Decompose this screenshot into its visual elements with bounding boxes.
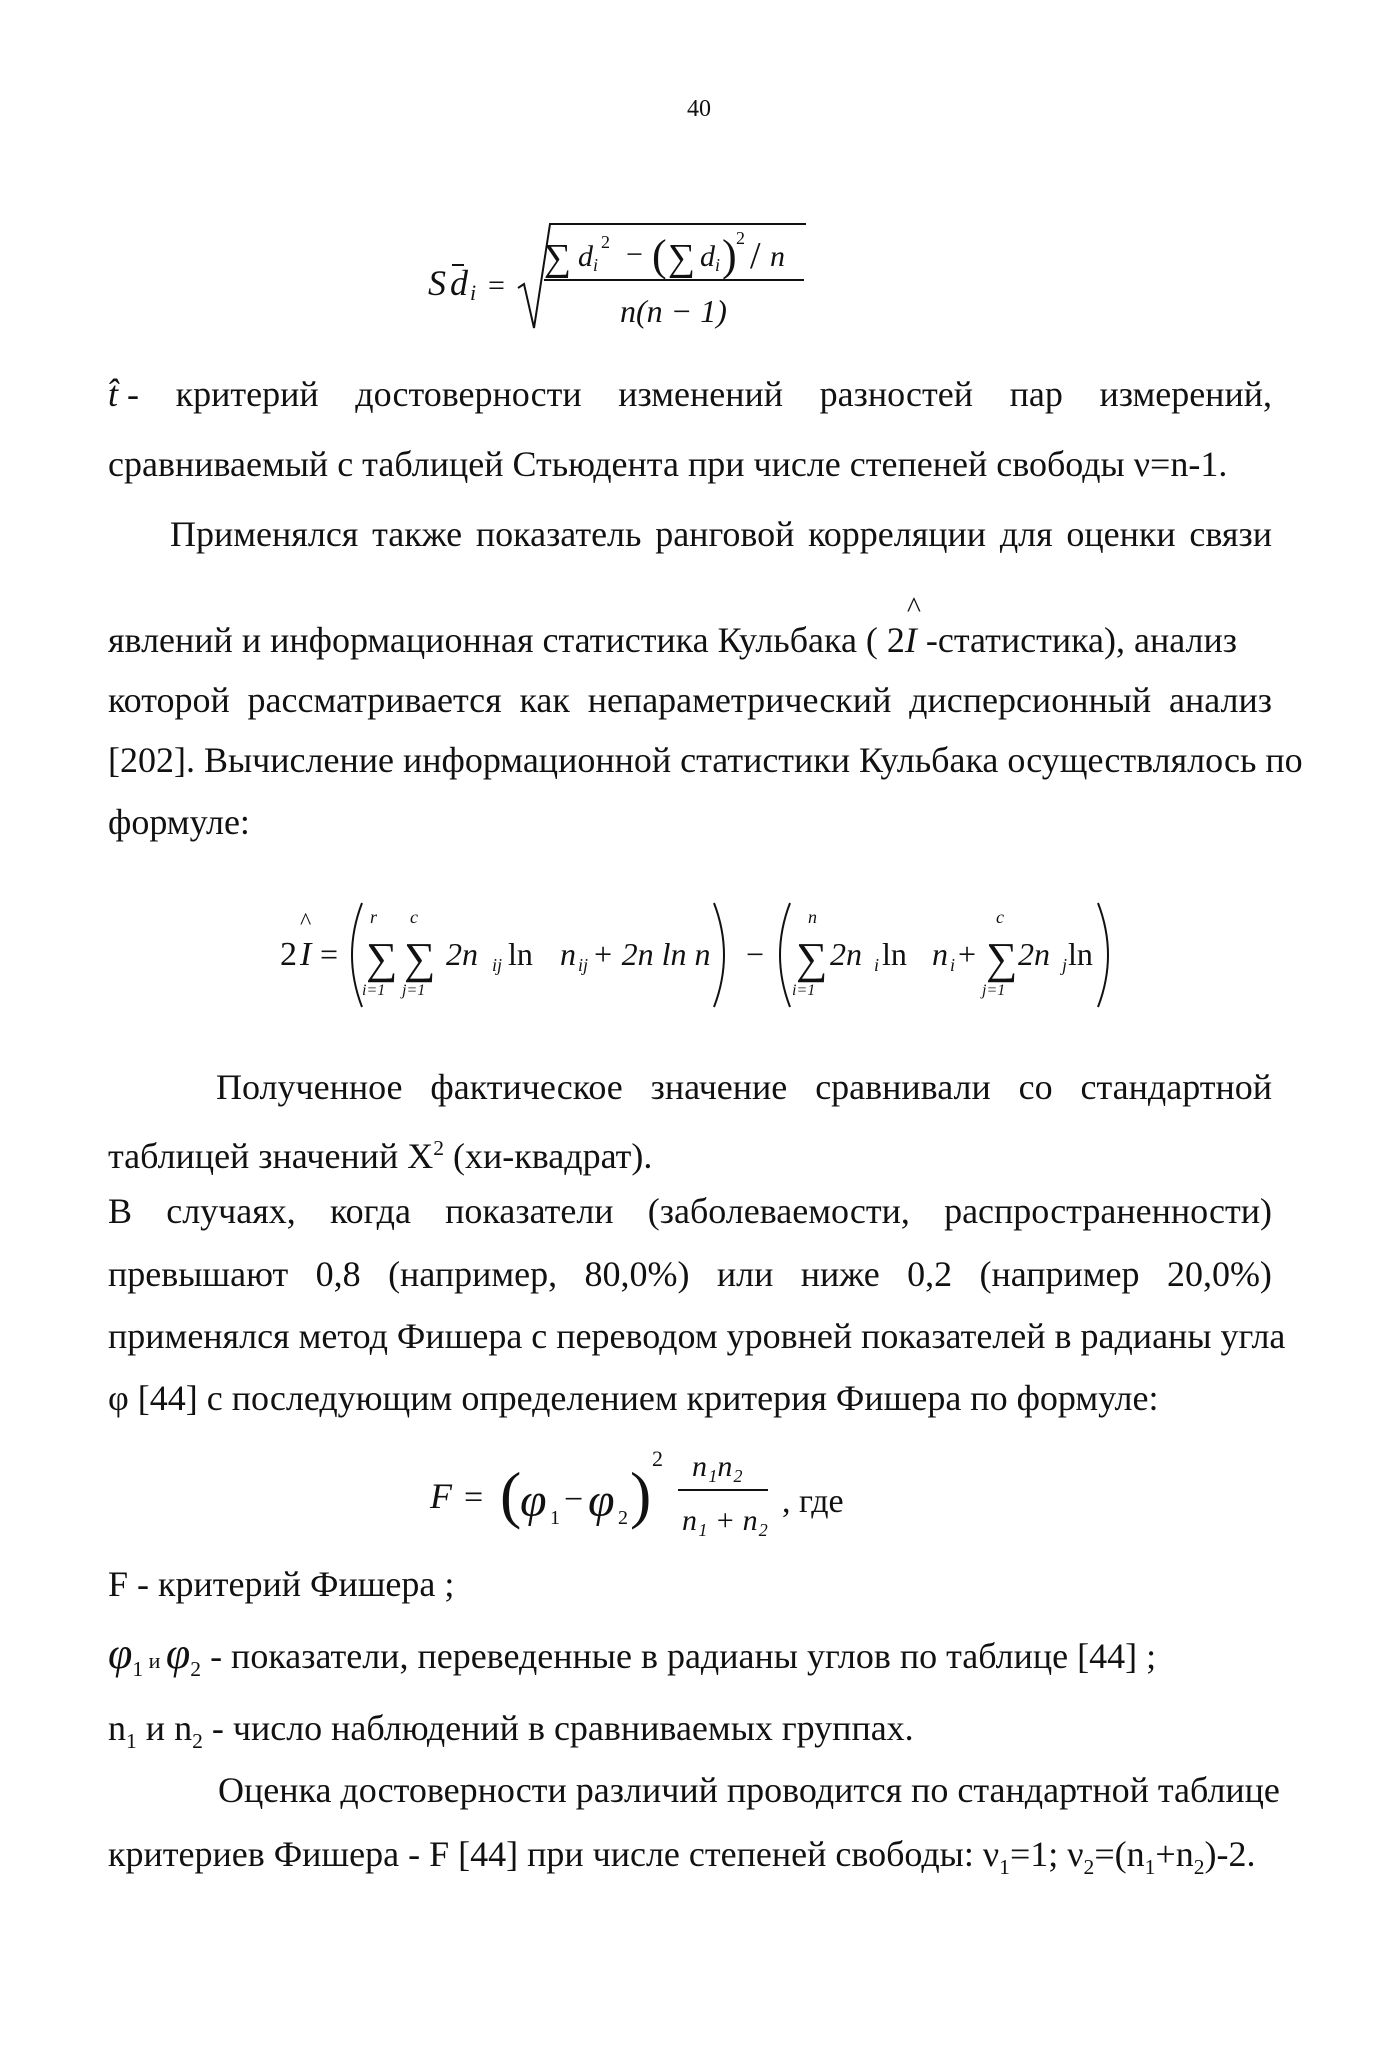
formula-k-n1: n: [560, 936, 576, 972]
formula-k-c: c: [410, 907, 418, 927]
para4-line1: В случаях, когда показатели (заболеваемости, распространенности): [108, 1191, 1272, 1231]
formula-f-eq: =: [464, 1479, 484, 1516]
formula-sd-d: d: [450, 263, 468, 303]
formula-f-sub1: 1: [550, 1507, 560, 1529]
formula-k-paren1-right: [714, 903, 724, 1007]
formula-k-term2: + 2n ln n: [592, 936, 711, 972]
formula-k-ij1: ij: [492, 955, 503, 975]
formula-fisher: [420, 1440, 900, 1560]
formula-k-sub-j1: j: [1062, 955, 1068, 975]
formula-sd-sq2: 2: [736, 228, 745, 248]
para4-line3: применялся метод Фишера с переводом уровней показателей в радианы угла: [108, 1316, 1286, 1356]
page-number: 40: [687, 96, 711, 122]
formula-k-n-up: n: [808, 907, 817, 927]
formula-f-lparen: (: [500, 1459, 522, 1530]
para2-line3: которой рассматривается как непараметрический дисперсионный анализ: [108, 680, 1272, 720]
formula-k-ln2: ln: [882, 936, 907, 972]
formula-k-lhs-2: 2: [280, 936, 297, 973]
formula-k-sub-i2: i: [950, 955, 956, 975]
formula-k-r: r: [370, 907, 378, 927]
formula-k-sigma1: ∑: [366, 934, 398, 983]
formula-f-den: n₁ + n₂: [682, 1504, 769, 1537]
nu-symbol: ν: [1133, 444, 1151, 484]
formula-f-where: , где: [782, 1483, 844, 1520]
formula-k-eq: =: [320, 936, 339, 972]
formula-f-num: n₁n₂: [692, 1450, 743, 1483]
formula-k-minus: −: [746, 936, 765, 972]
para5-line1: Оценка достоверности различий проводится по стандартной таблице: [218, 1770, 1280, 1810]
formula-k-paren2-left: [780, 903, 790, 1007]
formula-k-lhs-I: I: [300, 936, 312, 973]
para4-line4: φ [44] с последующим определением критерия Фишера по формуле:: [108, 1378, 1159, 1418]
para2-line1: Применялся также показатель ранговой корреляции для оценки связи: [170, 514, 1272, 554]
formula-k-j1: j=1: [402, 982, 426, 999]
para3-line2: таблицей значений $X^2$ (хи-квадрат).: [108, 1136, 653, 1176]
formula-k-ln1: ln: [508, 936, 533, 972]
para2-line2: явлений и информационная статистика Кульбака ( 2 ^ I -статистика), анализ: [108, 618, 1272, 662]
formula-k-term4: 2n: [1018, 936, 1050, 972]
formula-sd-s: S: [428, 263, 446, 303]
def-phi1: φ: [108, 1629, 133, 1678]
para4-line2: превышают 0,8 (например, 80,0%) или ниже 0,2 (например 20,0%): [108, 1254, 1272, 1294]
def-F-line: F - критерий Фишера ;: [108, 1564, 455, 1604]
formula-k-ln3: ln: [1068, 936, 1093, 972]
formula-k-sigma4: ∑: [986, 934, 1018, 983]
formula-k-paren2-right: [1098, 903, 1108, 1007]
formula-k-sub-i1: i: [874, 955, 880, 975]
def-phi-line: $\varphi_1$ и $\varphi_2$ - показатели, переведенные в радианы углов по таблице [44] ;: [108, 1629, 1157, 1682]
formula-f-sub2: 2: [618, 1507, 628, 1529]
formula-k-lhs-hat: ^: [300, 909, 312, 935]
para5-line2: критериев Фишера - F [44] при числе степеней свободы: $\nu_1=1$; $\nu_2=(n_1+n_2)-2$.: [108, 1834, 1256, 1880]
formula-f-minus: −: [564, 1481, 584, 1518]
para2-line4: [202]. Вычисление информационной статистики Кульбака осуществлялось по: [108, 740, 1303, 780]
def-n-line: $n_1$ и $n_2$ - число наблюдений в сравниваемых группах.: [108, 1708, 914, 1754]
para1-line1: t̂ - критерий достоверности изменений разностей пар измерений,: [108, 374, 1272, 414]
formula-f-rparen: ): [630, 1459, 652, 1530]
formula-sd-num-i: i: [593, 255, 599, 275]
t-hat-symbol: t̂ -: [108, 374, 139, 414]
formula-f-sq: 2: [652, 1446, 663, 1471]
formula-sd-rparen: ): [722, 231, 737, 280]
formula-k-i1: i=1: [362, 982, 386, 999]
formula-k-term1: 2n: [446, 936, 478, 972]
formula-sd-num-d2: d: [700, 240, 715, 273]
phi-symbol: φ: [108, 1378, 129, 1418]
kullback-I: I: [904, 620, 917, 660]
formula-k-c2: c: [996, 907, 1004, 927]
formula-sd-denominator: n(n − 1): [620, 293, 727, 329]
formula-k-plus: +: [958, 936, 977, 972]
formula-sd-i: i: [470, 280, 477, 305]
formula-k-sigma3: ∑: [796, 934, 828, 983]
formula-k-sigma2: ∑: [404, 934, 436, 983]
formula-sd-sigma1: ∑: [544, 237, 572, 279]
formula-sd-num-d: d: [578, 240, 593, 273]
kullback-hat: ^: [906, 591, 921, 624]
formula-f-phi2: φ: [588, 1474, 615, 1527]
para2-line5: формуле:: [108, 802, 250, 842]
formula-standard-error: [400, 210, 820, 340]
formula-sd-num-sq: 2: [601, 232, 610, 252]
formula-k-i1-b: i=1: [792, 982, 816, 999]
formula-sd-n: n: [770, 240, 785, 273]
formula-sd-minus: −: [626, 238, 643, 271]
formula-f-phi1: φ: [520, 1474, 547, 1527]
para1-line2: сравниваемый с таблицей Стьюдента при числе степеней свободы ν=n-1.: [108, 444, 1228, 484]
formula-f-F: F: [430, 1476, 452, 1516]
formula-kullback: [270, 885, 1110, 1015]
formula-sd-lparen: (: [652, 231, 667, 280]
def-phi2: φ: [165, 1629, 191, 1678]
formula-k-j1-b: j=1: [982, 982, 1006, 999]
formula-sd-num-i2: i: [715, 255, 721, 275]
para3-line1: Полученное фактическое значение сравнивали со стандартной: [216, 1067, 1272, 1107]
formula-sd-slash: /: [750, 235, 761, 277]
formula-k-ij2: ij: [578, 955, 589, 975]
formula-k-paren1-left: [352, 903, 362, 1007]
formula-sd-sigma2: ∑: [668, 237, 696, 279]
formula-sd-eq: =: [488, 269, 505, 302]
formula-k-term3: 2n: [830, 936, 862, 972]
formula-k-n2: n: [932, 936, 948, 972]
